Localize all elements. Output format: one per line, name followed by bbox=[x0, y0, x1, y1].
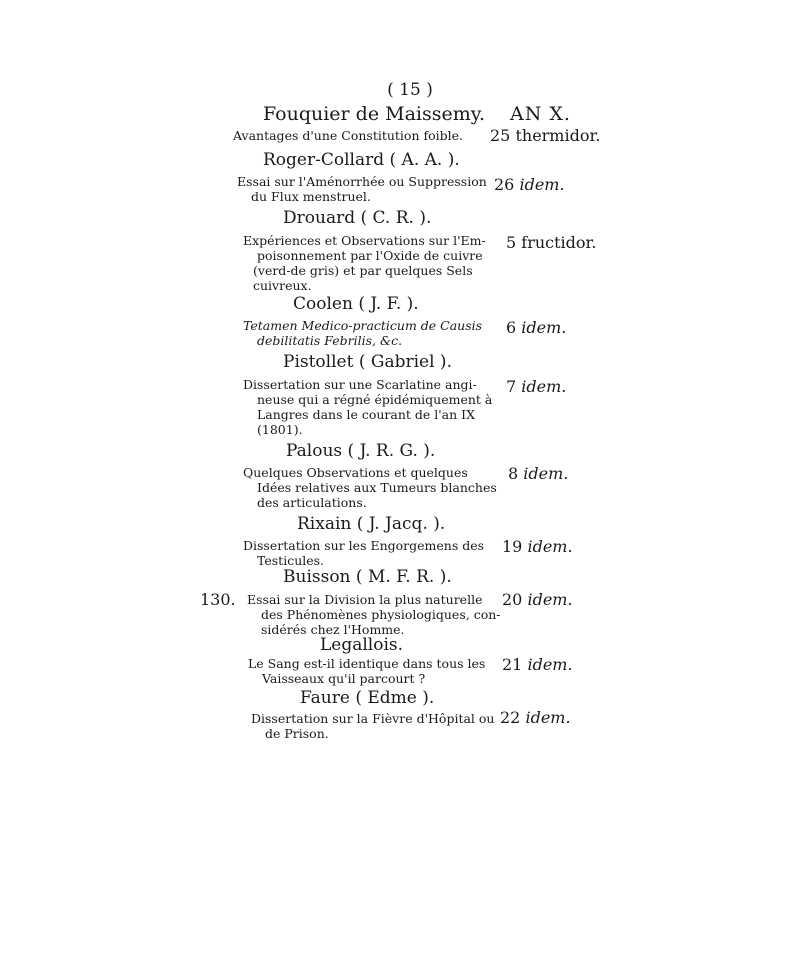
entry-0-day: 25 bbox=[490, 126, 511, 145]
header-author: Fouquier de Maissemy. bbox=[263, 103, 485, 125]
entry-7-date bbox=[502, 590, 573, 609]
entry-6-date bbox=[502, 537, 573, 556]
entry-3-month: idem. bbox=[521, 318, 567, 337]
entry-9-date bbox=[500, 708, 571, 727]
entry-1-date bbox=[494, 175, 565, 194]
entry-0-month: thermidor. bbox=[515, 126, 601, 145]
entry-8-month: idem. bbox=[527, 655, 573, 674]
entry-2-work bbox=[243, 233, 486, 293]
entry-5-work bbox=[243, 465, 497, 510]
entry-3-line-1: debilitatis Febrilis, &c. bbox=[257, 333, 403, 348]
entry-9-author: Faure ( Edme ). bbox=[300, 688, 435, 708]
entry-1-line-1: du Flux menstruel. bbox=[251, 189, 371, 204]
entry-9-day: 22 bbox=[500, 708, 521, 727]
entry-7-line-0: Essai sur la Division la plus naturelle bbox=[247, 592, 483, 607]
entry-7-line-1: des Phénomènes physiologiques, con- bbox=[261, 607, 501, 622]
entry-4-date bbox=[506, 377, 566, 396]
entry-9-line-1: de Prison. bbox=[265, 726, 329, 741]
entry-5-author: Palous ( J. R. G. ). bbox=[286, 441, 436, 461]
entry-8-day: 21 bbox=[502, 655, 523, 674]
entry-8-author: Legallois. bbox=[320, 635, 404, 655]
entry-0-work bbox=[233, 128, 463, 143]
entry-2-date bbox=[506, 233, 597, 252]
entry-3-day: 6 bbox=[506, 318, 517, 337]
entry-3-line-0: Tetamen Medico-practicum de Causis bbox=[243, 318, 483, 333]
entry-2-line-3: cuivreux. bbox=[253, 278, 312, 293]
entry-8-work bbox=[248, 656, 485, 686]
page-number: ( 15 ) bbox=[387, 80, 433, 100]
entry-6-month: idem. bbox=[527, 537, 573, 556]
entry-1-line-0: Essai sur l'Aménorrhée ou Suppression bbox=[237, 174, 487, 189]
entry-5-month: idem. bbox=[523, 464, 569, 483]
entry-9-line-0: Dissertation sur la Fièvre d'Hôpital ou bbox=[251, 711, 495, 726]
entry-6-author: Rixain ( J. Jacq. ). bbox=[297, 514, 446, 534]
entry-1-work bbox=[237, 174, 487, 204]
entry-8-line-0: Le Sang est-il identique dans tous les bbox=[248, 656, 486, 671]
entry-4-line-3: (1801). bbox=[257, 422, 303, 437]
entry-4-line-1: neuse qui a régné épidémiquement à bbox=[257, 392, 493, 407]
entry-7-margin-number: 130. bbox=[200, 590, 236, 609]
entry-2-month: fructidor. bbox=[521, 233, 597, 252]
entry-8-line-1: Vaisseaux qu'il parcourt ? bbox=[262, 671, 426, 686]
entry-5-line-1: Idées relatives aux Tumeurs blanches bbox=[257, 480, 497, 495]
entry-9-work bbox=[251, 711, 494, 741]
entry-4-month: idem. bbox=[521, 377, 567, 396]
entry-1-author: Roger-Collard ( A. A. ). bbox=[263, 150, 460, 170]
entry-8-date bbox=[502, 655, 573, 674]
entry-1-day: 26 bbox=[494, 175, 515, 194]
entry-3-work bbox=[243, 318, 482, 348]
entry-5-day: 8 bbox=[508, 464, 519, 483]
entry-0-date bbox=[490, 126, 600, 145]
header-year: AN X. bbox=[510, 103, 571, 125]
entry-4-day: 7 bbox=[506, 377, 517, 396]
entry-6-line-0: Dissertation sur les Engorgemens des bbox=[243, 538, 485, 553]
entry-7-work bbox=[247, 592, 501, 637]
entry-7-day: 20 bbox=[502, 590, 523, 609]
entry-2-line-0: Expériences et Observations sur l'Em- bbox=[243, 233, 486, 248]
entry-7-author: Buisson ( M. F. R. ). bbox=[283, 567, 452, 587]
entry-1-month: idem. bbox=[519, 175, 565, 194]
entry-2-line-2: (verd-de gris) et par quelques Sels bbox=[253, 263, 473, 278]
entry-5-date bbox=[508, 464, 568, 483]
entry-6-line-1: Testicules. bbox=[257, 553, 325, 568]
entry-4-author: Pistollet ( Gabriel ). bbox=[283, 352, 452, 372]
entry-6-work bbox=[243, 538, 484, 568]
entry-4-line-0: Dissertation sur une Scarlatine angi- bbox=[243, 377, 477, 392]
entry-4-line-2: Langres dans le courant de l'an IX bbox=[257, 407, 475, 422]
entry-7-month: idem. bbox=[527, 590, 573, 609]
entry-5-line-0: Quelques Observations et quelques bbox=[243, 465, 468, 480]
entry-6-day: 19 bbox=[502, 537, 523, 556]
entry-2-author: Drouard ( C. R. ). bbox=[283, 208, 432, 228]
entry-7-line-2: sidérés chez l'Homme. bbox=[261, 622, 405, 637]
entry-3-author: Coolen ( J. F. ). bbox=[293, 294, 419, 314]
entry-3-date bbox=[506, 318, 566, 337]
entry-2-day: 5 bbox=[506, 233, 517, 252]
entry-5-line-2: des articulations. bbox=[257, 495, 367, 510]
entry-4-work bbox=[243, 377, 492, 437]
entry-0-line-0: Avantages d'une Constitution foible. bbox=[233, 128, 463, 143]
entry-9-month: idem. bbox=[525, 708, 571, 727]
entry-2-line-1: poisonnement par l'Oxide de cuivre bbox=[257, 248, 483, 263]
